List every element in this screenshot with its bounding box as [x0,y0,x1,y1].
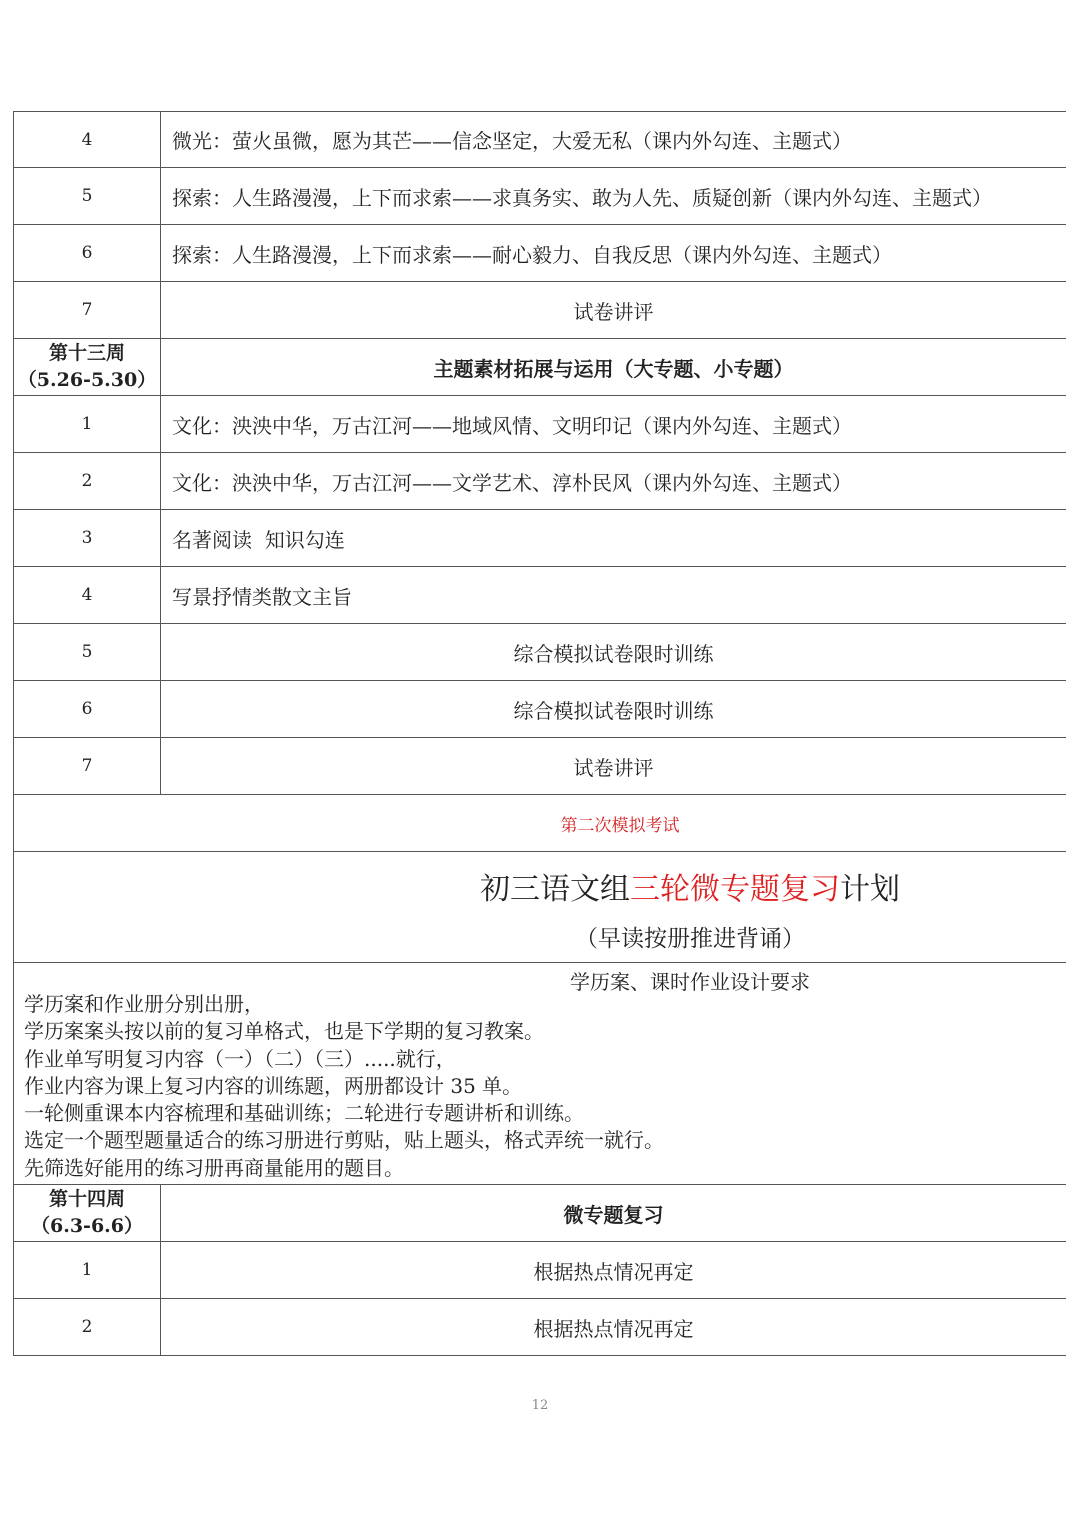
table-row [13,510,1066,567]
row-content: 文化：泱泱中华，万古江河——地域风情、文明印记（课内外勾连、主题式） [172,413,852,438]
table-row [13,111,1066,168]
row-number: 1 [14,396,161,452]
row-content: 探索：人生路漫漫，上下而求索——求真务实、敢为人先、质疑创新（课内外勾连、主题式） [172,185,992,210]
row-number: 7 [14,282,161,338]
table-row [13,225,1066,282]
table-row [13,624,1066,681]
table-row [13,282,1066,339]
plan-title-block [14,852,1066,963]
row-number: 7 [14,738,161,794]
week-heading: 主题素材拓展与运用（大专题、小专题） [433,356,794,381]
requirement-line: 学历案案头按以前的复习单格式，也是下学期的复习教案。 [24,1019,544,1044]
row-content: 微光：萤火虽微，愿为其芒——信念坚定，大爱无私（课内外勾连、主题式） [172,129,852,153]
requirement-line: 作业内容为课上复习内容的训练题，两册都设计 35 单。 [24,1073,523,1098]
row-number: 2 [14,1299,161,1355]
requirement-line: 先筛选好能用的练习册再商量能用的题目。 [24,1155,404,1180]
row-content: 综合模拟试卷限时训练 [513,641,714,666]
row-number: 3 [14,510,161,566]
row-content: 根据热点情况再定 [533,1316,694,1341]
plan-subtitle: （早读按册推进背诵） [575,926,805,952]
row-number: 6 [14,225,161,281]
requirements-row [13,963,1066,1185]
week-header-row [13,339,1066,396]
week-dates: （6.3-6.6） [31,1215,143,1237]
row-content: 写景抒情类散文主旨 [172,584,352,609]
row-content: 根据热点情况再定 [533,1259,694,1284]
plan-title [14,864,1066,908]
week-header-row [13,1185,1066,1242]
row-number: 2 [14,453,161,509]
plan-title-highlight: 三轮微专题复习 [630,872,840,907]
week-title: 第十三周 [48,342,125,364]
plan-title-row [13,852,1066,963]
row-number: 5 [14,624,161,680]
table-row [13,1242,1066,1299]
exam-note: 第二次模拟考试 [560,816,680,836]
table-row [13,1299,1066,1356]
requirement-line: 选定一个题型题量适合的练习册进行剪贴，贴上题头，格式弄统一就行。 [24,1128,664,1153]
row-number: 6 [14,681,161,737]
plan-title-post: 计划 [840,872,900,907]
row-number: 5 [14,168,161,224]
table-row [13,567,1066,624]
table-row [13,453,1066,510]
requirement-line: 作业单写明复习内容（一）（二）（三）.....就行， [24,1046,456,1071]
row-content: 探索：人生路漫漫，上下而求索——耐心毅力、自我反思（课内外勾连、主题式） [172,242,892,267]
row-content: 名著阅读 知识勾连 [172,527,345,552]
row-content: 试卷讲评 [573,299,654,324]
requirements-title: 学历案、课时作业设计要求 [570,970,810,994]
table-row [13,681,1066,738]
row-number: 1 [14,1242,161,1298]
week-dates: （5.26-5.30） [17,369,157,391]
week-label [14,1185,161,1241]
requirement-line: 一轮侧重课本内容梳理和基础训练；二轮进行专题讲析和训练。 [24,1101,584,1126]
row-number: 4 [14,567,161,623]
table-row [13,168,1066,225]
row-content: 综合模拟试卷限时训练 [513,698,714,723]
page-number: 12 [531,1398,549,1413]
table-row [13,738,1066,795]
week-heading: 微专题复习 [563,1202,664,1227]
review-plan-table [13,111,1066,1356]
row-content: 试卷讲评 [573,755,654,780]
week-label [14,339,161,395]
table-row [13,396,1066,453]
row-content: 文化：泱泱中华，万古江河——文学艺术、淳朴民风（课内外勾连、主题式） [172,470,852,495]
requirement-line: 学历案和作业册分别出册， [24,992,264,1016]
week-title: 第十四周 [48,1188,125,1210]
exam-note-row [13,795,1066,852]
plan-title-pre: 初三语文组 [480,872,630,907]
row-number: 4 [14,112,161,167]
